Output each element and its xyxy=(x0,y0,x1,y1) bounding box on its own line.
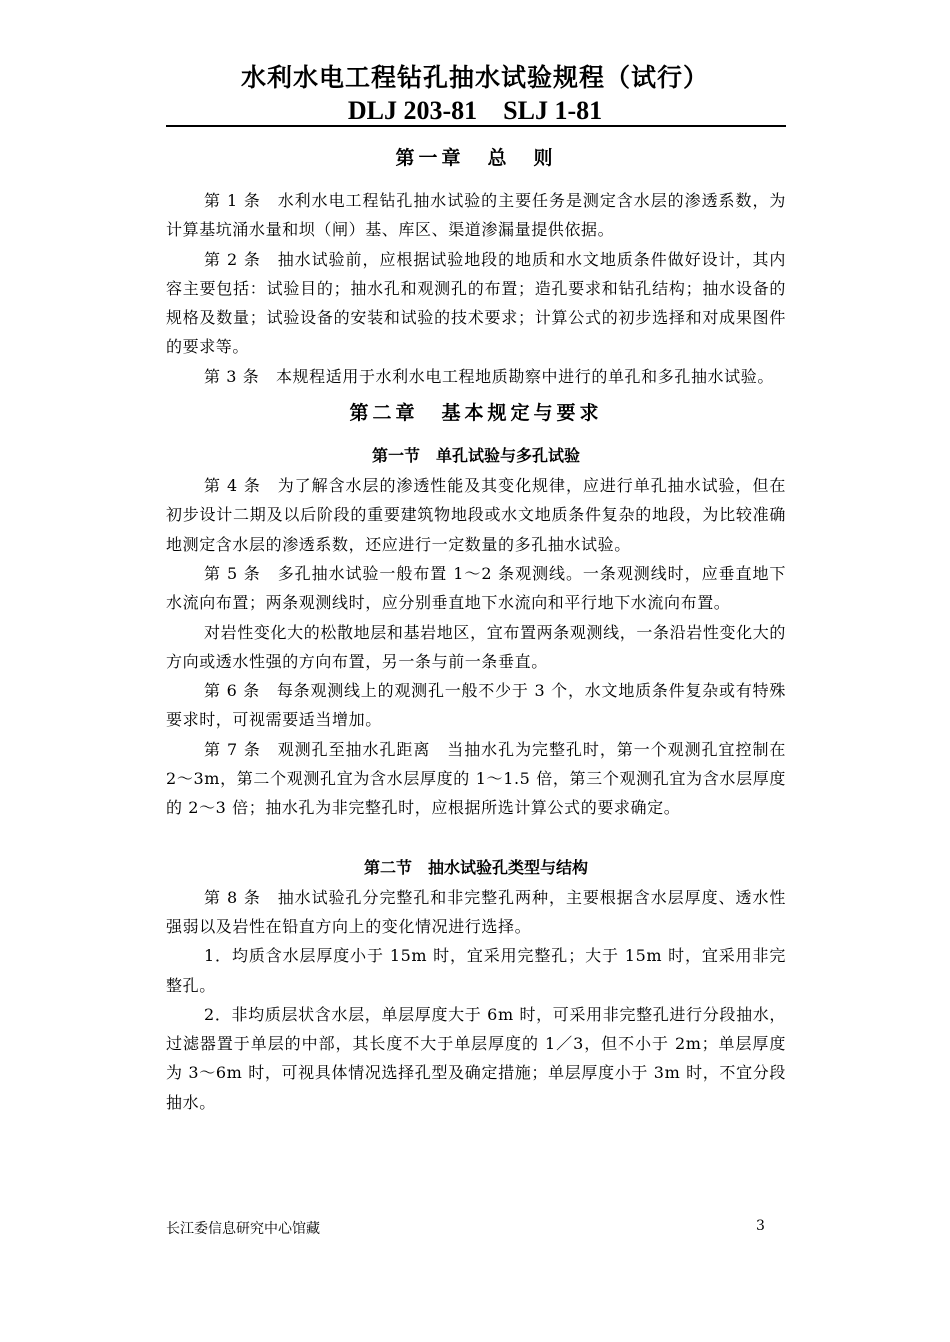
article-3: 第 3 条 本规程适用于水利水电工程地质勘察中进行的单孔和多孔抽水试验。 xyxy=(204,366,774,386)
article-5: 第 5 条 多孔抽水试验一般布置 1～2 条观测线。一条观测线时，应垂直地下水流向布置；两条观测线时，应分别垂直地下水流向和平行地下水流向布置。 xyxy=(166,563,786,613)
article-8-item-2: 2．非均质层状含水层，单层厚度大于 6m 时，可采用非完整孔进行分段抽水，过滤器置于单层的中部，其长度不大于单层厚度的 1／3，但不小于 2m；单层厚度为 3～6m 时，可视具体情况选择孔型及确定措施；单层厚度小于 3m 时，不宜分段抽水。 xyxy=(166,1004,786,1112)
article-1: 第 1 条 水利水电工程钻孔抽水试验的主要任务是测定含水层的渗透系数，为计算基坑涌水量和坝（闸）基、库区、渠道渗漏量提供依据。 xyxy=(166,191,786,240)
article-7: 第 7 条 观测孔至抽水孔距离 当抽水孔为完整孔时，第一个观测孔宜控制在 2～3m，第二个观测孔宜为含水层厚度的 1～1.5 倍，第三个观测孔宜为含水层厚度的 2～3 倍；抽水孔为非完整孔时，应根据所选计算公式的要求确定。 xyxy=(166,739,786,818)
article-8: 第 8 条 抽水试验孔分完整孔和非完整孔两种，主要根据含水层厚度、透水性强弱以及岩性在铅直方向上的变化情况进行选择。 xyxy=(166,887,786,936)
document-body xyxy=(166,138,786,1117)
article-6: 第 6 条 每条观测线上的观测孔一般不少于 3 个，水文地质条件复杂或有特殊要求时，可视需要适当增加。 xyxy=(166,681,786,730)
footer-source: 长江委信息研究中心馆藏 xyxy=(166,1221,320,1237)
document-title: 水利水电工程钻孔抽水试验规程（试行） xyxy=(240,63,709,92)
section-1-heading: 第一节 单孔试验与多孔试验 xyxy=(371,446,580,466)
article-5-note: 对岩性变化大的松散地层和基岩地区，宜布置两条观测线，一条沿岩性变化大的方向或透水性强的方向布置，另一条与前一条垂直。 xyxy=(166,622,786,671)
article-2: 第 2 条 抽水试验前，应根据试验地段的地质和水文地质条件做好设计，其内容主要包括：试验目的；抽水孔和观测孔的布置；造孔要求和钻孔结构；抽水设备的规格及数量；试验设备的安装和试验的技术要求；计算公式的初步选择和对成果图件的要求等。 xyxy=(166,249,786,357)
document-code: DLJ 203-81 SLJ 1-81 xyxy=(347,96,603,125)
header-rule xyxy=(166,125,786,127)
chapter-2-heading: 第二章 基本规定与要求 xyxy=(349,402,603,425)
article-8-item-1: 1．均质含水层厚度小于 15m 时，宜采用完整孔；大于 15m 时，宜采用非完整孔。 xyxy=(166,946,786,995)
section-2-heading: 第二节 抽水试验孔类型与结构 xyxy=(363,857,588,877)
chapter-1-heading: 第一章 总 则 xyxy=(395,147,557,169)
page-number: 3 xyxy=(756,1218,765,1234)
article-4: 第 4 条 为了解含水层的渗透性能及其变化规律，应进行单孔抽水试验，但在初步设计二期及以后阶段的重要建筑物地段或水文地质条件复杂的地段，为比较准确地测定含水层的渗透系数，还应进行一定数量的多孔抽水试验。 xyxy=(166,476,786,554)
